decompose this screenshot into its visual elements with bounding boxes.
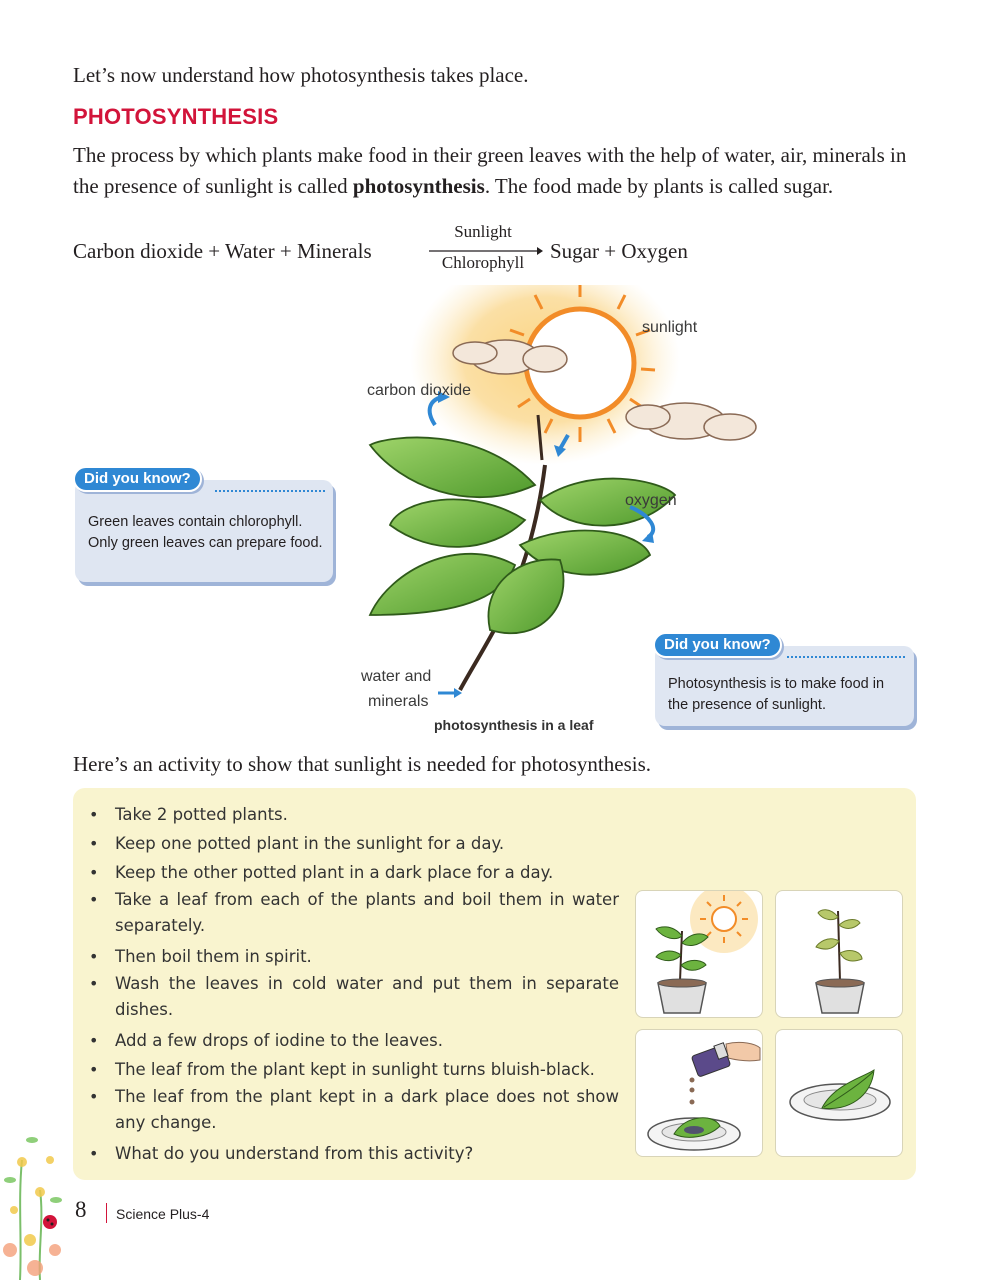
sunlit-plant-icon	[636, 891, 763, 1018]
activity-step: • Keep one potted plant in the sunlight for a day.	[87, 829, 619, 858]
bullet-icon: •	[89, 1087, 99, 1106]
definition-paragraph	[73, 140, 923, 202]
iodine-bottle-icon	[636, 1030, 763, 1157]
activity-step: • Add a few drops of iodine to the leaves.	[87, 1026, 619, 1055]
panel-iodine-drops	[635, 1029, 763, 1157]
activity-steps	[87, 800, 619, 1168]
illustration-caption: photosynthesis in a leaf	[434, 717, 594, 733]
dark-plant-icon	[776, 891, 903, 1018]
tag-divider-1	[215, 490, 325, 492]
bullet-icon: •	[89, 834, 99, 853]
equation-products: Sugar + Oxygen	[550, 239, 688, 263]
definition-term: photosynthesis	[352, 174, 485, 198]
activity-step: • What do you understand from this activity?	[87, 1139, 619, 1168]
label-sunlight: sunlight	[642, 319, 698, 336]
label-oxygen: oxygen	[625, 492, 677, 509]
equation-condition-sunlight: Sunlight	[454, 222, 512, 241]
label-water: water and	[361, 668, 432, 685]
panel-leaf-in-dish	[775, 1029, 903, 1157]
did-you-know-text-2: Photosynthesis is to make food in the presence of sunlight.	[668, 676, 885, 713]
leaf-dish-icon	[776, 1030, 903, 1157]
corner-flower-decoration	[0, 1100, 70, 1280]
plant-leaves	[370, 437, 675, 633]
equation-condition-chlorophyll: Chlorophyll	[441, 253, 525, 272]
activity-step: • Wash the leaves in cold water and put them in separate dishes.	[87, 971, 619, 1023]
arrow-icon	[438, 688, 462, 698]
label-carbon-dioxide: carbon dioxide	[367, 382, 472, 399]
did-you-know-box-1	[75, 470, 333, 582]
equation-reactants: Carbon dioxide + Water + Minerals	[73, 239, 372, 263]
equation-arrow	[423, 222, 543, 274]
bullet-icon: •	[89, 974, 99, 993]
activity-step: • Take 2 potted plants.	[87, 800, 619, 829]
activity-step: • The leaf from the plant kept in a dark place does not show any change.	[87, 1084, 619, 1136]
activity-intro: Here’s an activity to show that sunlight is needed for photosynthesis.	[73, 752, 651, 776]
footer-separator	[106, 1203, 107, 1223]
bullet-icon: •	[89, 1060, 99, 1079]
bullet-icon: •	[89, 890, 99, 909]
did-you-know-text-1: Green leaves contain chlorophyll. Only green leaves can prepare food.	[88, 514, 323, 551]
bullet-icon: •	[89, 863, 99, 882]
cloud-icon	[626, 403, 756, 440]
book-title: Science Plus-4	[116, 1206, 210, 1222]
did-you-know-box-2	[655, 636, 914, 726]
activity-step: • The leaf from the plant kept in sunlight turns bluish-black.	[87, 1055, 619, 1084]
activity-step: • Then boil them in spirit.	[87, 942, 619, 971]
definition-text-before: The process by which plants make food in their green leaves with the help of water, air, minerals in the presence of sunlight is called	[73, 143, 907, 198]
tag-divider-2	[787, 656, 905, 658]
page-number: 8	[75, 1197, 87, 1222]
activity-box	[73, 788, 916, 1180]
activity-step: • Keep the other potted plant in a dark place for a day.	[87, 858, 619, 887]
activity-step: • Take a leaf from each of the plants and boil them in water separately.	[87, 887, 619, 939]
did-you-know-tag-1: Did you know?	[73, 466, 202, 492]
panel-plant-in-sunlight	[635, 890, 763, 1018]
bullet-icon: •	[89, 805, 99, 824]
definition-text-after: . The food made by plants is called sugar.	[484, 174, 834, 198]
did-you-know-tag-2: Did you know?	[653, 632, 782, 658]
bullet-icon: •	[89, 947, 99, 966]
bullet-icon: •	[89, 1031, 99, 1050]
label-minerals: minerals	[368, 693, 429, 710]
panel-plant-in-dark	[775, 890, 903, 1018]
intro-text: Let’s now understand how photosynthesis takes place.	[73, 63, 529, 87]
bullet-icon: •	[89, 1144, 99, 1163]
section-heading: PHOTOSYNTHESIS	[73, 104, 279, 129]
